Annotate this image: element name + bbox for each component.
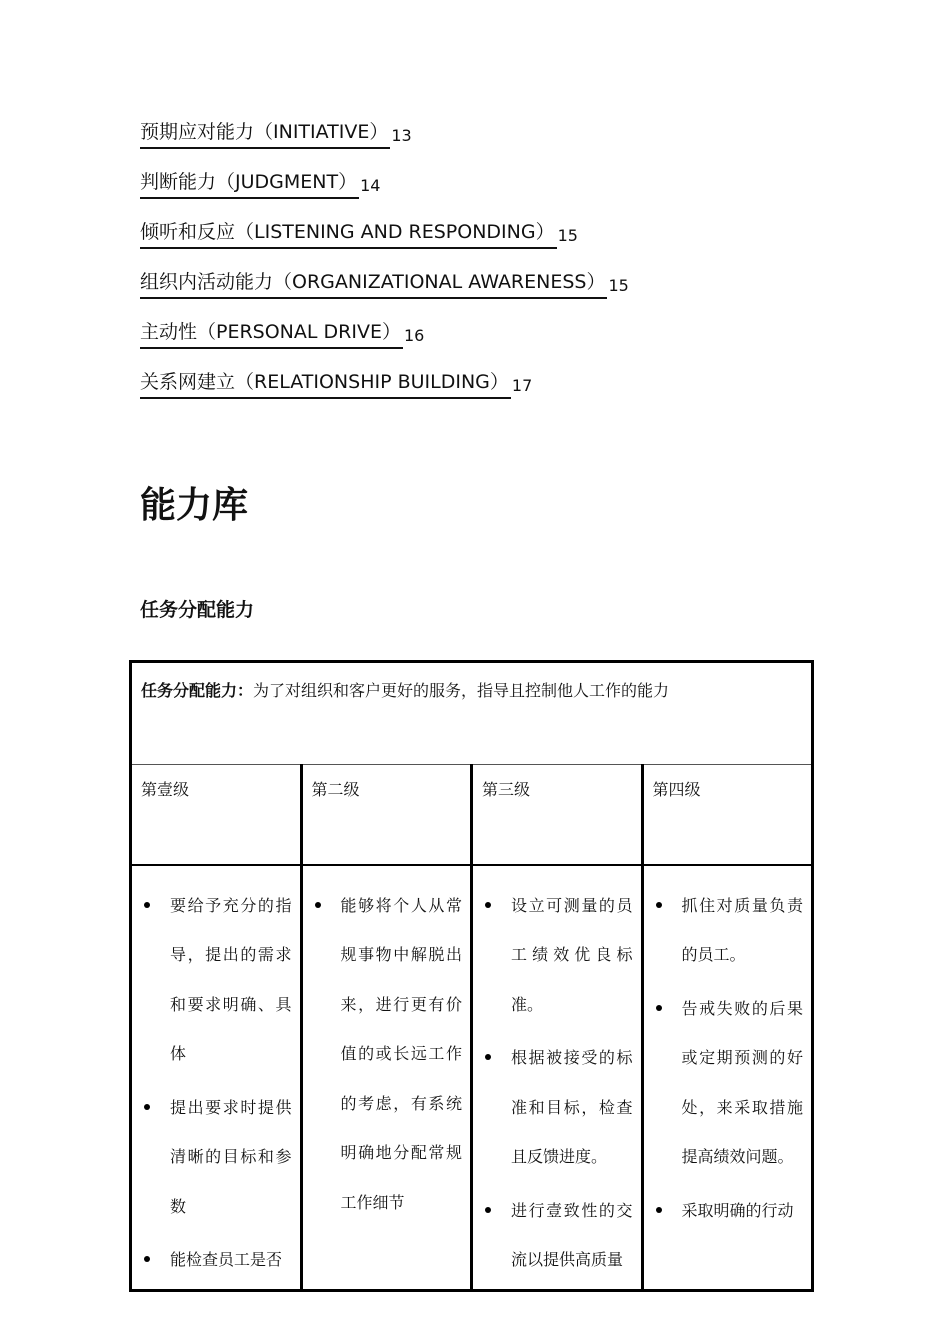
list-item	[653, 881, 804, 980]
toc-entry[interactable]	[140, 367, 629, 417]
bullet-icon	[485, 902, 491, 908]
competency-table	[129, 660, 814, 1292]
list-item-text: 提出要求时提供清晰的目标和参数	[170, 1097, 292, 1216]
list-item	[141, 1083, 292, 1232]
bullet-icon	[485, 1207, 491, 1213]
bullet-icon	[315, 902, 321, 908]
level-header: 第壹级	[131, 765, 302, 865]
table-of-contents	[140, 117, 629, 417]
toc-link[interactable]: 倾听和反应（LISTENING AND RESPONDING）	[140, 217, 557, 249]
level-3-behaviors	[472, 865, 643, 1291]
bullet-list	[653, 881, 804, 1236]
bullet-list	[482, 881, 633, 1285]
bullet-icon	[656, 902, 662, 908]
list-item-text: 能检查员工是否	[170, 1250, 283, 1269]
level-4-behaviors	[642, 865, 813, 1291]
level-header: 第四级	[642, 765, 813, 865]
list-item	[141, 881, 292, 1079]
list-item-text: 告戒失败的后果或定期预测的好处，来采取措施提高绩效问题。	[681, 998, 803, 1166]
list-item	[312, 881, 463, 1228]
toc-page-number: 15	[557, 226, 578, 245]
toc-page-number: 13	[391, 126, 412, 145]
list-item-text: 抓住对质量负责的员工。	[681, 895, 803, 964]
toc-entry[interactable]	[140, 317, 629, 367]
subsection-heading: 任务分配能力	[140, 599, 255, 621]
bullet-icon	[144, 1104, 150, 1110]
toc-entry[interactable]	[140, 267, 629, 317]
list-item-text: 要给予充分的指导，提出的需求和要求明确、具体	[170, 895, 292, 1063]
toc-page-number: 16	[403, 326, 425, 345]
bullet-icon	[485, 1054, 491, 1060]
bullet-icon	[656, 1005, 662, 1011]
definition-term: 任务分配能力：	[141, 681, 254, 700]
bullet-list	[312, 881, 463, 1228]
bullet-icon	[144, 1256, 150, 1262]
toc-entry[interactable]	[140, 217, 629, 267]
toc-link[interactable]: 预期应对能力（INITIATIVE）	[140, 117, 390, 149]
toc-page-number: 17	[511, 376, 533, 395]
definition-cell	[131, 662, 813, 765]
bullet-icon	[144, 902, 150, 908]
level-header: 第三级	[472, 765, 643, 865]
list-item	[653, 984, 804, 1182]
list-item-text: 能够将个人从常规事物中解脱出来，进行更有价值的或长远工作的考虑，有系统明确地分配常规工作细节	[340, 895, 462, 1212]
list-item-text: 进行壹致性的交流以提供高质量	[511, 1200, 633, 1269]
bullet-list	[141, 881, 292, 1285]
toc-page-number: 15	[608, 276, 629, 295]
list-item-text: 设立可测量的员工绩效优良标准。	[511, 895, 633, 1014]
toc-entry[interactable]	[140, 117, 629, 167]
list-item-text: 采取明确的行动	[681, 1200, 794, 1220]
list-item	[482, 881, 633, 1030]
list-item-text: 根据被接受的标准和目标，检查且反馈进度。	[511, 1048, 633, 1166]
bullet-icon	[656, 1207, 662, 1213]
list-item	[653, 1186, 804, 1236]
level-header: 第二级	[301, 765, 472, 865]
toc-link[interactable]: 主动性（PERSONAL DRIVE）	[140, 317, 403, 349]
definition-text: 为了对组织和客户更好的服务，指导且控制他人工作的能力	[253, 681, 670, 700]
toc-link[interactable]: 关系网建立（RELATIONSHIP BUILDING）	[140, 367, 511, 399]
toc-entry[interactable]	[140, 167, 629, 217]
list-item	[141, 1235, 292, 1285]
toc-page-number: 14	[360, 176, 381, 195]
level-2-behaviors	[301, 865, 472, 1291]
level-1-behaviors	[131, 865, 302, 1291]
section-heading: 能力库	[140, 485, 249, 526]
toc-link[interactable]: 组织内活动能力（ORGANIZATIONAL AWARENESS）	[140, 267, 607, 299]
list-item	[482, 1033, 633, 1182]
list-item	[482, 1186, 633, 1285]
toc-link[interactable]: 判断能力（JUDGMENT）	[140, 167, 359, 199]
